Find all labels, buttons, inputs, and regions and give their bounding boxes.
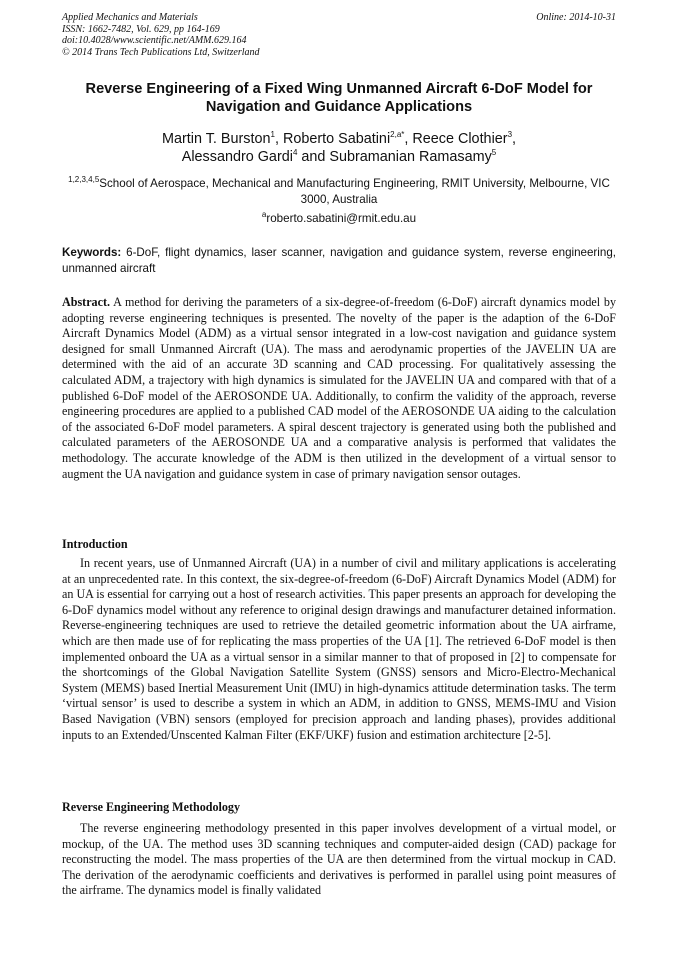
author-affil-marker: 1 <box>270 130 275 140</box>
abstract-label: Abstract. <box>62 295 111 309</box>
author-affil-marker: 2,a* <box>390 130 405 140</box>
author-list: Martin T. Burston$^1$, Roberto Sabatini$^{2,a*}$, Reece Clothier$^3$, Alessandro Gardi$^4$ and Subramanian Ramasamy$^5$ <box>161 130 517 165</box>
author-name: Reece Clothier <box>412 131 508 147</box>
page-header <box>62 12 616 58</box>
introduction-heading: Introduction <box>62 537 128 551</box>
keywords-section <box>62 245 616 276</box>
author-name: Roberto Sabatini <box>282 131 391 147</box>
methodology-paragraph: The reverse engineering methodology presented in this paper involves development of a virtual model, or mockup, of the UA. The method uses 3D scanning techniques and computer-aided design (CAD) package for reconstructing the model. The mass properties of the UA are then determined from the virtual mockup in CAD. The derivation of the aerodynamic coefficients and derivatives is performed in parallel using point measures of the airframe. The dynamics model is finally validated <box>62 821 616 898</box>
affiliation <box>62 176 616 227</box>
author-affil-marker: 5 <box>491 148 497 158</box>
email-marker: a <box>261 210 267 220</box>
methodology-heading: Reverse Engineering Methodology <box>62 800 241 814</box>
author-name: Alessandro Gardi <box>181 149 293 165</box>
introduction-paragraph: In recent years, use of Unmanned Aircraft (UA) in a number of civil and military applications is accelerating at an unprecedented rate. In this context, the six-degree-of-freedom (6-DoF) Aircraft Dynamics Model (ADM) for an UA is essential for carrying out a host of research activities. This paper presents an approach for developing the 6-DoF dynamics model without any reference to original design drawings and manufacturer detained information. Reverse-engineering techniques are used to retrieve the detailed geometric information about the UA airframe, which are then made use of for replicating the mass properties of the UA [1]. The retrieved 6-DoF model is then implemented onboard the UA as a virtual sensor in a similar manner to that of proposed in [2] to compensate for the shortcomings of the Global Navigation Satellite System (GNSS) sensors and Micro-Electro-Mechanical System (MEMS) based Inertial Measurement Unit (IMU) in high-dynamics attitude determination tasks. The term ‘virtual sensor’ is used to describe a system in which an ADM, in addition to GNSS, MEMS-IMU and Vision Based Navigation (VBN) sensors (employed for precision approach and landing phases), provides additional inputs to an Extended/Unscented Kalman Filter (EKF/UKF) fusion and estimation architecture [2-5]. <box>62 556 616 742</box>
copyright-line: © 2014 Trans Tech Publications Ltd, Switzerland <box>62 46 260 58</box>
paper-title: Reverse Engineering of a Fixed Wing Unmanned Aircraft 6-DoF Model for Navigation and Guidance Applications <box>85 81 593 115</box>
journal-issn: ISSN: 1662-7482, Vol. 629, pp 164-169 <box>62 23 220 35</box>
journal-doi: doi:10.4028/www.scientific.net/AMM.629.164 <box>62 35 247 46</box>
corresponding-email: roberto.sabatini@rmit.edu.au <box>266 212 417 225</box>
abstract-section <box>62 295 616 482</box>
author-name: Martin T. Burston <box>161 131 271 147</box>
keywords-text: 6-DoF, flight dynamics, laser scanner, navigation and guidance system, reverse engineering, unmanned aircraft <box>62 246 616 275</box>
journal-name: Applied Mechanics and Materials <box>62 12 198 23</box>
affiliation-text: School of Aerospace, Mechanical and Manufacturing Engineering, RMIT University, Melbourne, VIC 3000, Australia <box>99 177 610 206</box>
corresponding-email-line <box>62 211 616 227</box>
author-affil-marker: 4 <box>292 148 298 158</box>
affiliation-marker: 1,2,3,4,5 <box>68 175 100 185</box>
keywords-label: Keywords: <box>62 246 122 259</box>
author-affil-marker: 3 <box>507 130 513 140</box>
abstract-text: A method for deriving the parameters of a six-degree-of-freedom (6-DoF) aircraft dynamics model by adopting reverse engineering techniques is presented. The novelty of the paper is the adaption of the 6-DoF Aircraft Dynamics Model (ADM) as a virtual sensor integrated in a low-cost navigation and guidance system designed for small Unmanned Aircraft (UA). The mass and aerodynamic properties of the JAVELIN UA are determined with the aid of an accurate 3D scanning and CAD processing. For qualitatively assessing the calculated ADM, a trajectory with high dynamics is simulated for the JAVELIN UA and compared with that of a published 6-DoF model of the AEROSONDE UA. Additionally, to confirm the validity of the approach, reverse engineering procedures are applied to a published CAD model of the AEROSONDE UA aiding to the calculation of the associated 6-DoF model parameters. A spiral descent trajectory is generated using both the published and calculated parameters of the AEROSONDE UA and a comparative analysis is performed that validates the methodology. The accurate knowledge of the ADM is then utilized in the development of a virtual sensor to augment the UA navigation and guidance system in case of primary navigation sensor outages. <box>62 295 616 481</box>
author-name: Subramanian Ramasamy <box>329 149 492 165</box>
online-date: Online: 2014-10-31 <box>536 12 616 23</box>
